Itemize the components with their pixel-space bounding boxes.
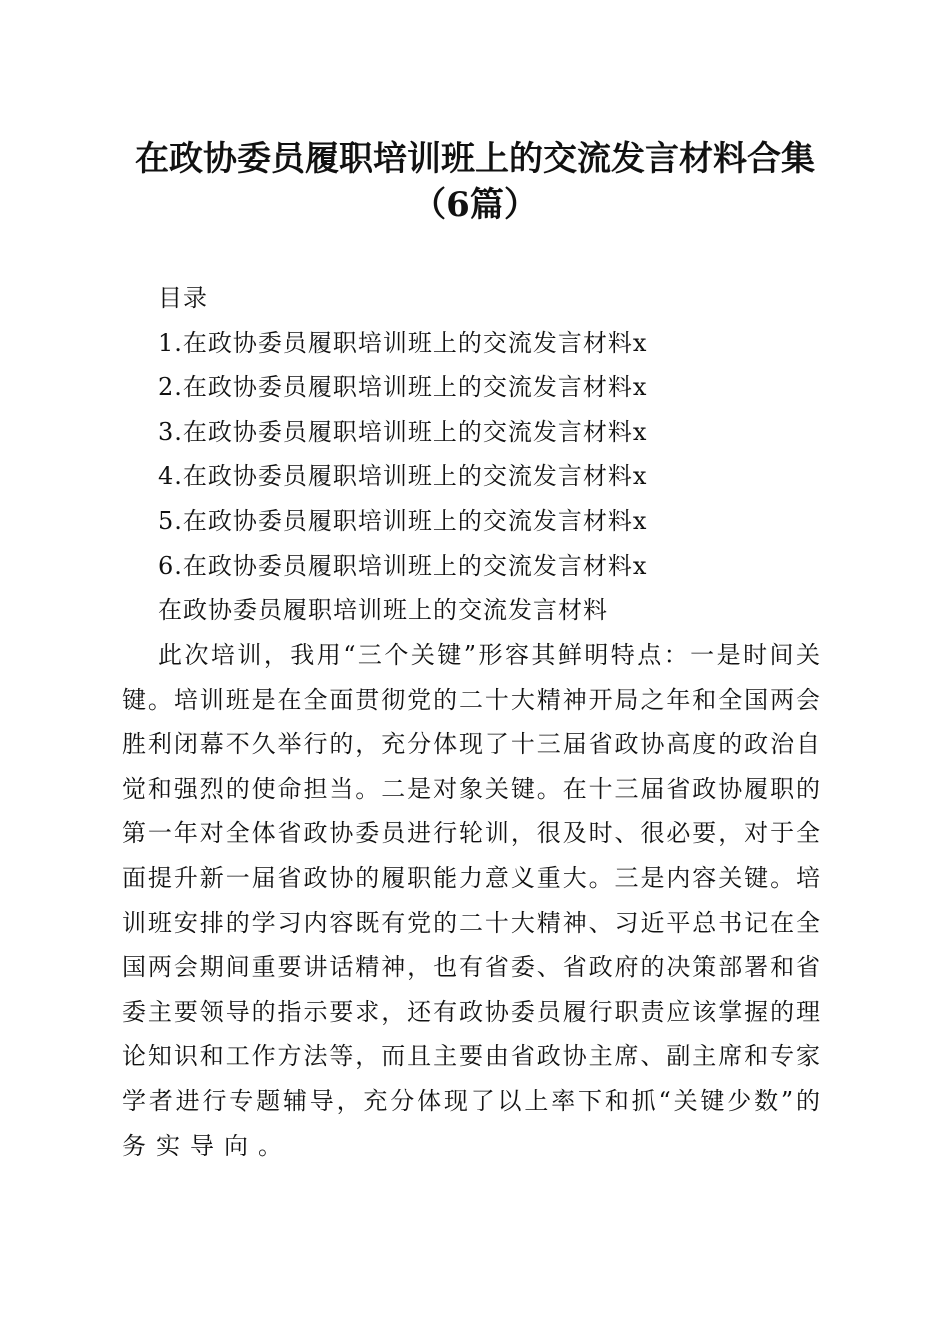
toc-heading: 目录 [158, 284, 208, 312]
paragraph-line: 委主要领导的指示要求，还有政协委员履行职责应该掌握的理 [122, 997, 820, 1026]
paragraph-line: 务实导向。 [122, 1131, 292, 1160]
toc-item: 5.在政协委员履职培训班上的交流发言材料x [158, 507, 648, 535]
toc-item: 6.在政协委员履职培训班上的交流发言材料x [158, 551, 648, 580]
section-title: 在政协委员履职培训班上的交流发言材料 [158, 596, 608, 625]
paragraph-line: 键。培训班是在全面贯彻党的二十大精神开局之年和全国两会 [122, 685, 820, 714]
paragraph-line: 觉和强烈的使命担当。二是对象关键。在十三届省政协履职的 [122, 774, 820, 803]
paragraph-line: 学者进行专题辅导，充分体现了以上率下和抓“关键少数”的 [122, 1087, 820, 1115]
paragraph-line: 训班安排的学习内容既有党的二十大精神、习近平总书记在全 [122, 908, 820, 937]
paragraph-line: 胜利闭幕不久举行的，充分体现了十三届省政协高度的政治自 [122, 730, 820, 759]
toc-item: 4.在政协委员履职培训班上的交流发言材料x [158, 462, 648, 491]
document-title: 在政协委员履职培训班上的交流发言材料合集 [135, 139, 815, 179]
paragraph-line: 论知识和工作方法等，而且主要由省政协主席、副主席和专家 [122, 1042, 820, 1071]
toc-item: 2.在政协委员履职培训班上的交流发言材料x [158, 373, 648, 402]
toc-item: 3.在政协委员履职培训班上的交流发言材料x [158, 417, 648, 446]
paragraph-line: 此次培训，我用“三个关键”形容其鲜明特点：一是时间关 [158, 641, 820, 669]
paragraph-line: 第一年对全体省政协委员进行轮训，很及时、很必要，对于全 [122, 819, 820, 848]
paragraph-line: 国两会期间重要讲话精神，也有省委、省政府的决策部署和省 [122, 953, 820, 982]
document-subtitle: （6篇） [412, 185, 538, 225]
toc-item: 1.在政协委员履职培训班上的交流发言材料x [158, 328, 648, 357]
paragraph-line: 面提升新一届省政协的履职能力意义重大。三是内容关键。培 [122, 864, 820, 892]
